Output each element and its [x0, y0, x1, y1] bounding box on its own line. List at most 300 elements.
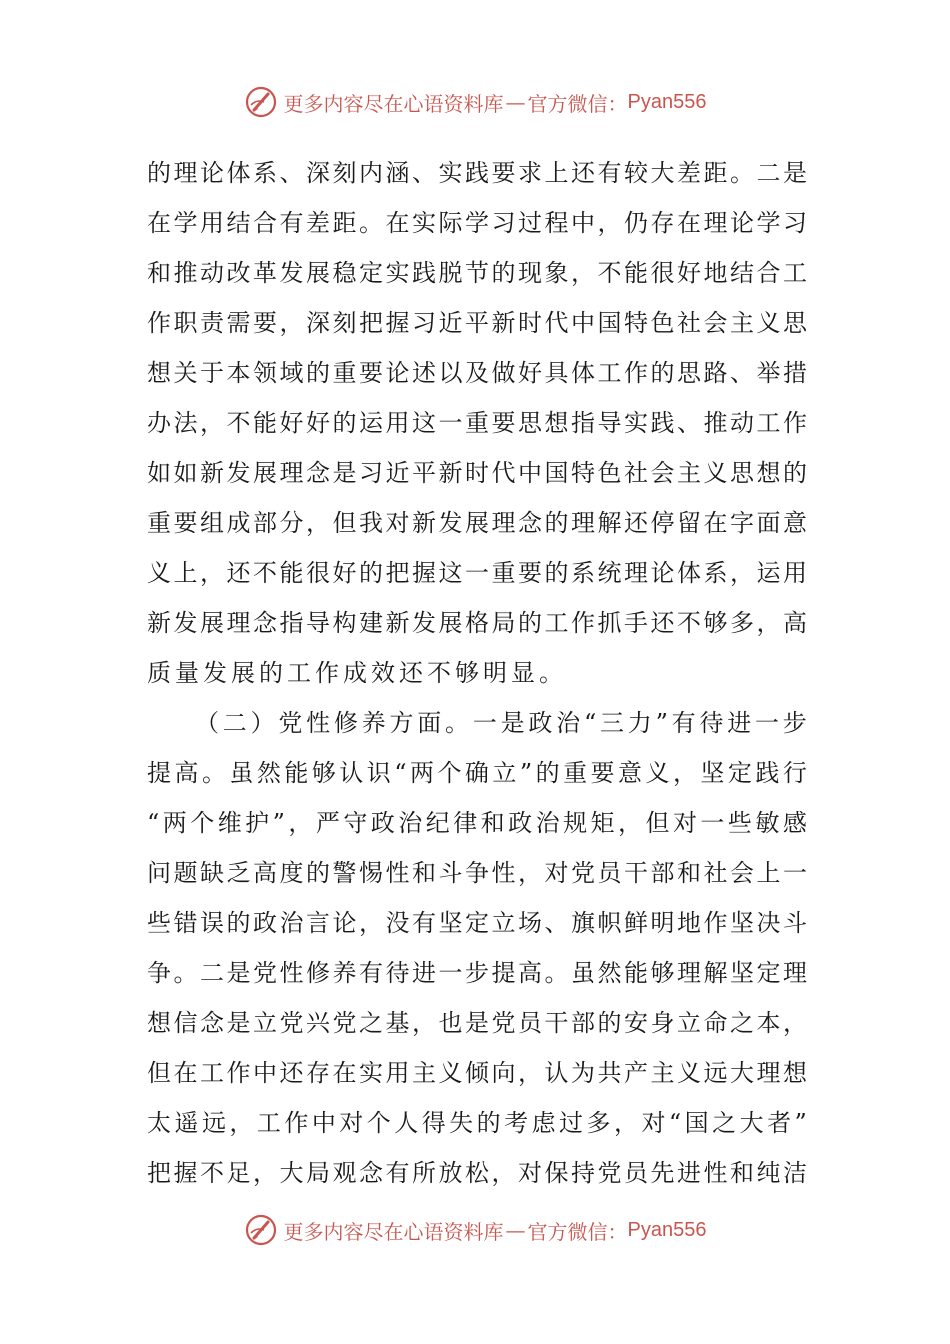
glyph: 能 [253, 409, 277, 437]
glyph: 度 [279, 859, 304, 887]
glyph: 发 [173, 609, 198, 637]
glyph: 字 [730, 509, 754, 537]
glyph: 观 [332, 1159, 357, 1187]
glyph: 近 [385, 459, 410, 487]
glyph: 新 [438, 459, 463, 487]
glyph: 论 [332, 909, 357, 937]
glyph: 理 [571, 509, 595, 537]
glyph: 作 [147, 309, 171, 337]
glyph: 展 [438, 609, 463, 637]
glyph: 为 [571, 1059, 595, 1087]
glyph: 念 [359, 1159, 383, 1187]
glyph: 产 [624, 1059, 648, 1087]
glyph: 力 [627, 709, 652, 737]
glyph: 党 [491, 1009, 516, 1037]
glyph: 把 [359, 309, 383, 337]
glyph: 帜 [597, 909, 622, 937]
glyph: 能 [284, 759, 309, 787]
text-line [147, 448, 807, 498]
glyph: 。 [201, 759, 226, 787]
glyph: 、 [677, 409, 701, 437]
glyph: 行 [782, 759, 807, 787]
glyph: 考 [504, 1109, 529, 1137]
glyph: 中 [571, 309, 595, 337]
glyph: 近 [438, 309, 463, 337]
glyph: 还 [650, 609, 675, 637]
glyph: 作 [783, 409, 807, 437]
glyph: 在 [147, 209, 171, 237]
glyph: 主 [730, 309, 754, 337]
glyph: 立 [492, 759, 517, 787]
text-line [147, 248, 807, 298]
glyph: 是 [500, 709, 525, 737]
glyph: 争 [147, 959, 171, 987]
glyph: 组 [200, 509, 224, 537]
glyph: 对 [518, 1159, 542, 1187]
glyph: 关 [173, 359, 198, 387]
glyph: 多 [730, 609, 754, 637]
glyph: 定 [359, 259, 383, 287]
glyph: 提 [491, 959, 516, 987]
glyph: 这 [412, 409, 436, 437]
glyph: 想 [756, 459, 781, 487]
glyph: ， [756, 609, 781, 637]
glyph: 过 [559, 1109, 584, 1137]
glyph: 个 [190, 809, 215, 837]
pen-seal-icon [244, 1213, 278, 1247]
glyph: 求 [518, 159, 542, 187]
glyph: 命 [703, 1009, 728, 1037]
glyph: 在 [385, 209, 410, 237]
glyph: 作 [624, 359, 648, 387]
glyph: 、 [412, 159, 436, 187]
glyph: 局 [306, 1159, 330, 1187]
glyph: 和 [412, 859, 436, 887]
glyph: 体 [571, 359, 595, 387]
glyph: 明 [650, 909, 675, 937]
glyph: 的 [306, 359, 330, 387]
glyph: 所 [412, 1159, 436, 1187]
glyph: 习 [783, 209, 807, 237]
glyph: 的 [147, 159, 171, 187]
glyph: 养 [361, 709, 386, 737]
glyph: 性 [306, 709, 331, 737]
glyph: 干 [624, 859, 648, 887]
glyph: 对 [385, 509, 410, 537]
glyph: 好 [677, 259, 701, 287]
glyph: 是 [332, 459, 357, 487]
glyph: 工 [756, 409, 781, 437]
glyph: 革 [253, 259, 277, 287]
glyph: 够 [703, 609, 728, 637]
glyph: 作 [703, 909, 728, 937]
glyph: 向 [491, 1059, 516, 1087]
glyph: 的 [535, 759, 560, 787]
glyph: 遥 [174, 1109, 199, 1137]
glyph: 、 [544, 909, 569, 937]
glyph: 工 [544, 609, 569, 637]
glyph: 统 [597, 559, 622, 587]
glyph: 工 [783, 259, 807, 287]
glyph: 刻 [332, 309, 357, 337]
glyph: ” [655, 709, 668, 737]
glyph: 修 [306, 959, 330, 987]
glyph: ， [730, 559, 754, 587]
glyph: 义 [438, 1059, 463, 1087]
glyph: 基 [385, 1009, 410, 1037]
glyph: 动 [730, 409, 754, 437]
glyph: 重 [491, 559, 516, 587]
glyph: 要 [253, 309, 277, 337]
glyph: 的 [359, 559, 383, 587]
glyph: 能 [624, 959, 648, 987]
glyph: 放 [438, 1159, 463, 1187]
glyph: 坚 [730, 959, 754, 987]
glyph: 理 [703, 209, 728, 237]
glyph: 领 [253, 359, 277, 387]
glyph: 没 [385, 909, 410, 937]
glyph: 持 [571, 1159, 595, 1187]
glyph: 治 [535, 809, 560, 837]
watermark-wechat-id: Pyan556 [627, 90, 707, 113]
glyph: 很 [650, 259, 675, 287]
glyph: ， [571, 259, 595, 287]
glyph: 坚 [730, 909, 754, 937]
glyph: 要 [491, 409, 516, 437]
glyph: 念 [306, 459, 330, 487]
glyph: 高 [518, 959, 542, 987]
glyph: 一 [700, 809, 725, 837]
watermark-wechat-label: 官方微信： [527, 1219, 628, 1244]
glyph: 要 [359, 359, 383, 387]
glyph: 念 [518, 509, 542, 537]
glyph: 不 [200, 1159, 224, 1187]
glyph: 守 [343, 809, 368, 837]
glyph: 多 [586, 1109, 611, 1137]
glyph: 如 [147, 459, 171, 487]
glyph: 方 [389, 709, 414, 737]
glyph: 安 [624, 1009, 648, 1037]
glyph: 言 [306, 909, 330, 937]
glyph: 的 [306, 859, 330, 887]
glyph: 成 [226, 509, 251, 537]
glyph: ， [518, 859, 542, 887]
glyph: 平 [412, 459, 436, 487]
watermark-site-text: 更多内容尽在心语资料库 [283, 91, 504, 116]
glyph: ” [519, 759, 533, 787]
glyph: 主 [650, 1059, 675, 1087]
glyph: 现 [518, 259, 542, 287]
glyph: 构 [332, 609, 357, 637]
glyph: 大 [730, 1059, 754, 1087]
glyph: 大 [739, 1109, 764, 1137]
glyph: 体 [677, 559, 701, 587]
glyph: 律 [453, 809, 478, 837]
glyph: 重 [332, 359, 357, 387]
glyph: 对 [672, 809, 697, 837]
glyph: 进 [727, 709, 752, 737]
glyph: 想 [783, 1059, 807, 1087]
glyph: 仍 [624, 209, 648, 237]
glyph: 解 [597, 509, 622, 537]
glyph: 意 [618, 759, 642, 787]
glyph: 还 [624, 509, 648, 537]
glyph: 定 [727, 759, 752, 787]
glyph: 确 [464, 759, 489, 787]
glyph: 把 [385, 559, 410, 587]
glyph: 地 [677, 909, 701, 937]
glyph: 者 [767, 1109, 792, 1137]
glyph: 推 [173, 259, 198, 287]
glyph: 党 [597, 1159, 622, 1187]
glyph: 的 [650, 359, 675, 387]
glyph: 理 [783, 959, 807, 987]
glyph: 把 [147, 1159, 171, 1187]
glyph: 刻 [332, 159, 357, 187]
glyph: 上 [756, 859, 781, 887]
text-line [147, 348, 807, 398]
glyph: 三 [600, 709, 624, 737]
glyph: 性 [279, 959, 304, 987]
glyph: 但 [147, 1059, 171, 1087]
glyph: 好 [518, 359, 542, 387]
glyph: 员 [597, 859, 622, 887]
glyph: 斗 [783, 909, 807, 937]
glyph: 新 [412, 509, 436, 537]
glyph: 够 [650, 959, 675, 987]
glyph: 一 [783, 859, 807, 887]
glyph: 代 [491, 459, 516, 487]
glyph: 时 [465, 459, 489, 487]
glyph: 作 [571, 609, 595, 637]
watermark-wechat-id: Pyan556 [627, 1218, 707, 1241]
glyph: 系 [703, 559, 728, 587]
glyph: 分 [279, 509, 304, 537]
glyph: 展 [200, 609, 224, 637]
glyph: 。 [544, 959, 569, 987]
glyph: 虽 [229, 759, 254, 787]
glyph: 实 [438, 159, 463, 187]
glyph: 重 [465, 409, 489, 437]
glyph: 对 [339, 1109, 364, 1137]
glyph: 识 [366, 759, 391, 787]
glyph: ， [613, 1109, 638, 1137]
glyph: 。 [359, 209, 383, 237]
glyph: 严 [315, 809, 340, 837]
glyph: 新 [385, 609, 410, 637]
glyph: 治 [279, 909, 304, 937]
glyph: 动 [200, 259, 224, 287]
text-line [147, 198, 807, 248]
glyph: 和 [677, 859, 701, 887]
glyph: 较 [624, 159, 648, 187]
glyph: 面 [417, 709, 442, 737]
glyph: 人 [394, 1109, 419, 1137]
glyph: 践 [465, 159, 489, 187]
glyph: 学 [756, 209, 781, 237]
glyph: ， [253, 1159, 277, 1187]
glyph: 。 [730, 159, 754, 187]
glyph: 中 [253, 1059, 277, 1087]
document-body [147, 148, 807, 1198]
glyph: 学 [173, 209, 198, 237]
glyph: 如 [173, 459, 198, 487]
glyph: 面 [756, 509, 781, 537]
glyph: 大 [650, 159, 675, 187]
text-line [147, 998, 807, 1048]
glyph: ， [672, 759, 697, 787]
text-line [147, 598, 807, 648]
glyph: 信 [173, 1009, 198, 1037]
glyph: 地 [703, 259, 728, 287]
glyph: 发 [226, 459, 251, 487]
glyph: 合 [253, 209, 277, 237]
glyph: 能 [279, 559, 304, 587]
glyph: 纪 [425, 809, 450, 837]
glyph: 国 [597, 309, 622, 337]
glyph: 一 [754, 709, 779, 737]
glyph: 还 [226, 559, 251, 587]
text-line [147, 498, 807, 548]
glyph: 职 [173, 309, 198, 337]
glyph: 义 [677, 1059, 701, 1087]
text-line: 质量发展的工作成效还不够明显。 [147, 659, 567, 687]
glyph: 涵 [385, 159, 410, 187]
glyph: 域 [279, 359, 304, 387]
glyph: 好 [279, 409, 304, 437]
glyph: 和 [480, 809, 505, 837]
glyph: 旗 [571, 909, 595, 937]
glyph: ， [618, 809, 642, 837]
glyph: 中 [311, 1109, 336, 1137]
glyph: 格 [465, 609, 489, 637]
glyph: ， [200, 409, 224, 437]
glyph: 践 [755, 759, 780, 787]
glyph: 论 [200, 159, 224, 187]
glyph: 的 [544, 559, 569, 587]
glyph: 社 [624, 459, 648, 487]
glyph: 理 [756, 1059, 781, 1087]
glyph: 理 [491, 509, 516, 537]
glyph: 共 [597, 1059, 622, 1087]
glyph: 体 [226, 159, 251, 187]
glyph: 争 [465, 859, 489, 887]
glyph: 个 [437, 759, 462, 787]
glyph: 国 [544, 459, 569, 487]
glyph: 我 [359, 509, 383, 537]
pen-seal-icon [244, 85, 278, 119]
glyph: ” [794, 1109, 807, 1137]
glyph: 兴 [306, 1009, 330, 1037]
glyph: 有 [597, 159, 622, 187]
glyph: 失 [449, 1109, 474, 1137]
glyph: 的 [544, 509, 569, 537]
glyph: 局 [491, 609, 516, 637]
glyph: 定 [756, 959, 781, 987]
glyph: 。 [445, 709, 470, 737]
glyph: 想 [147, 359, 171, 387]
glyph: 一 [465, 559, 489, 587]
glyph: 。 [173, 959, 198, 987]
glyph: 不 [226, 409, 251, 437]
glyph: 系 [253, 159, 277, 187]
glyph: 握 [412, 559, 436, 587]
glyph: 立 [491, 909, 516, 937]
glyph: 用 [200, 209, 224, 237]
glyph: 措 [783, 359, 807, 387]
glyph: 想 [544, 409, 569, 437]
glyph: 进 [677, 1159, 701, 1187]
glyph: 党 [279, 1009, 304, 1037]
glyph: 先 [650, 1159, 675, 1187]
glyph: 是 [226, 1009, 251, 1037]
glyph: 留 [677, 509, 701, 537]
text-line [147, 698, 807, 748]
glyph: 中 [571, 209, 595, 237]
glyph: 是 [783, 159, 807, 187]
glyph: 要 [491, 159, 516, 187]
glyph: 时 [518, 309, 542, 337]
glyph: 导 [306, 609, 330, 637]
glyph: 政 [508, 809, 533, 837]
glyph: ” [272, 809, 285, 837]
glyph: 习 [491, 209, 516, 237]
glyph: 还 [571, 159, 595, 187]
glyph: 修 [333, 709, 358, 737]
glyph: 新 [200, 459, 224, 487]
glyph: 展 [306, 259, 330, 287]
glyph: 于 [200, 359, 224, 387]
glyph: ， [412, 1009, 436, 1037]
glyph: 抓 [597, 609, 622, 637]
glyph: 但 [332, 509, 357, 537]
glyph: 新 [491, 309, 516, 337]
glyph: 存 [650, 209, 675, 237]
glyph: 松 [465, 1159, 489, 1187]
glyph: 高 [783, 609, 807, 637]
glyph: 指 [279, 609, 304, 637]
glyph: 平 [465, 309, 489, 337]
glyph: 养 [332, 959, 357, 987]
glyph: 习 [359, 459, 383, 487]
glyph: 实 [624, 409, 648, 437]
glyph: 也 [438, 1009, 463, 1037]
glyph: 握 [385, 309, 410, 337]
glyph: 差 [677, 159, 701, 187]
glyph: 远 [201, 1109, 226, 1137]
glyph: 存 [306, 1059, 330, 1087]
glyph: 本 [226, 359, 251, 387]
glyph: 维 [217, 809, 242, 837]
glyph: 坚 [438, 909, 463, 937]
glyph: 感 [782, 809, 807, 837]
glyph: 重 [563, 759, 588, 787]
glyph: 一 [472, 709, 497, 737]
glyph: 乏 [226, 859, 251, 887]
glyph: 发 [279, 259, 304, 287]
glyph: 特 [624, 309, 648, 337]
glyph: 员 [624, 1159, 648, 1187]
glyph: 想 [147, 1009, 171, 1037]
glyph: 政 [528, 709, 553, 737]
glyph: 一 [438, 959, 463, 987]
glyph: 距 [703, 159, 728, 187]
glyph: 一 [438, 409, 463, 437]
glyph: 理 [279, 459, 304, 487]
glyph: 之 [359, 1009, 383, 1037]
glyph: 惕 [359, 859, 383, 887]
glyph: 本 [756, 1009, 781, 1037]
